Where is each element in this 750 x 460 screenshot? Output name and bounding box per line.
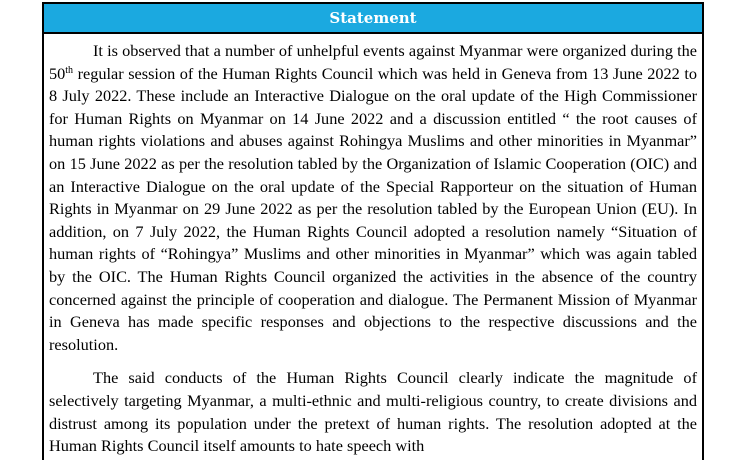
statement-box	[42, 2, 704, 460]
paragraph-1-text-start: It is observed that a number of unhelpful events against Myanmar were organized during the 50	[49, 41, 697, 83]
ordinal-suffix: th	[65, 64, 74, 76]
statement-body	[44, 34, 702, 458]
statement-title: Statement	[329, 9, 417, 27]
paragraph-1-text-end: regular session of the Human Rights Council which was held in Geneva from 13 June 2022 to 8 July 2022. These include an Interactive Dialogue on the oral update of the High Commissioner for Human Rights on Myanmar on 14 June 2022 and a discussion entitled “ the root causes of human rights violations and abuses against Rohingya Muslims and other minorities in Myanmar” on 15 June 2022 as per the resolution tabled by the Organization of Islamic Cooperation (OIC) and an Interactive Dialogue on the oral update of the Special Rapporteur on the situation of Human Rights in Myanmar on 29 June 2022 as per the resolution tabled by the European Union (EU). In addition, on 7 July 2022, the Human Rights Council adopted a resolution namely “Situation of human rights of “Rohingya” Muslims and other minorities in Myanmar” which was again tabled by the OIC. The Human Rights Council organized the activities in the absence of the country concerned against the principle of cooperation and dialogue. The Permanent Mission of Myanmar in Geneva has made specific responses and objections to the respective discussions and the resolution.	[49, 63, 697, 354]
statement-header	[44, 4, 702, 34]
paragraph-2: The said conducts of the Human Rights Council clearly indicate the magnitude of selectively targeting Myanmar, a multi-ethnic and multi-religious country, to create divisions and distrust among its population under the pretext of human rights. The resolution adopted at the Human Rights Council itself amounts to hate speech with	[49, 368, 697, 456]
paragraph-1	[49, 40, 697, 356]
